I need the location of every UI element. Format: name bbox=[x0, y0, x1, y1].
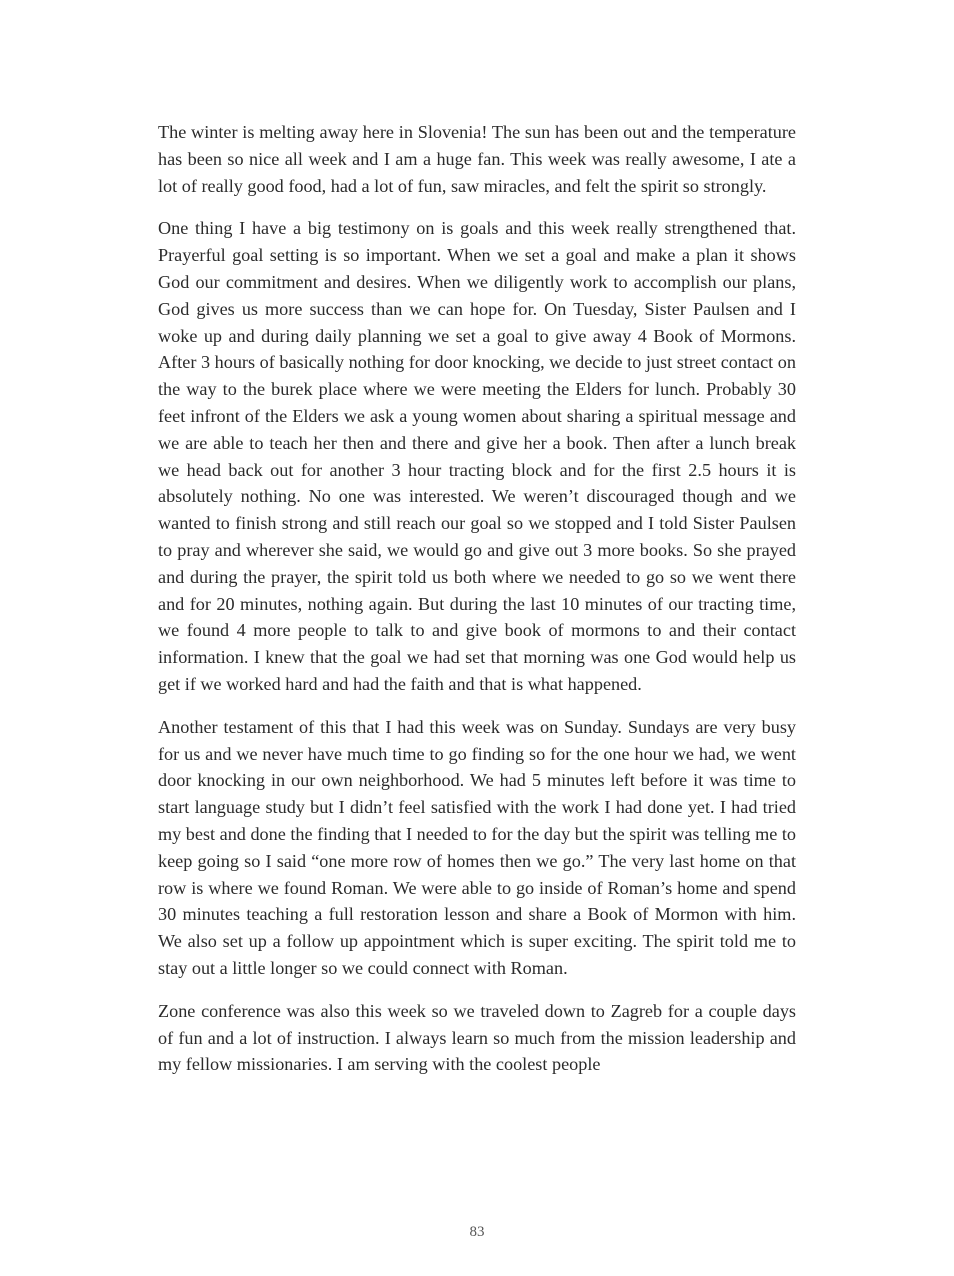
body-text bbox=[158, 119, 796, 1094]
paragraph-winter: The winter is melting away here in Slovenia! The sun has been out and the temperature has been so nice all week and I am a huge fan. This week was really awesome, I ate a lot of really good food, had a lot of fun, saw miracles, and felt the spirit so strongly. bbox=[158, 122, 796, 196]
page-number: 83 bbox=[469, 1224, 485, 1240]
paragraph-goals: One thing I have a big testimony on is goals and this week really strengthened that. Prayerful goal setting is so important. When we set a goal and make a plan it shows God our commitment and desires. When we diligently work to accomplish our plans, God gives us more success than we can hope for. On Tuesday, Sister Paulsen and I woke up and during daily planning we set a goal to give away 4 Book of Mormons. After 3 hours of basically nothing for door knocking, we decide to just street contact on the way to the burek place where we were meeting the Elders for lunch. Probably 30 feet infront of the Elders we ask a young women about sharing a spiritual message and we are able to teach her then and there and give her a book. Then after a lunch break we head back out for another 3 hour tracting block and for the first 2.5 hours it is absolutely nothing. No one was interested. We weren’t discouraged though and we wanted to finish strong and still reach our goal so we stopped and I told Sister Paulsen to pray and wherever she said, we would go and give out 3 more books. So she prayed and during the prayer, the spirit told us both where we needed to go so we went there and for 20 minutes, nothing again. But during the last 10 minutes of our tracting time, we found 4 more people to talk to and give book of mormons to and their contact information. I knew that the goal we had set that morning was one God would help us get if we worked hard and had the faith and that is what happened. bbox=[158, 218, 796, 694]
paragraph-zone-conference: Zone conference was also this week so we traveled down to Zagreb for a couple days of fun and a lot of instruction. I always learn so much from the mission leadership and my fellow missionaries. I am serving with the coolest people bbox=[158, 1000, 796, 1075]
paragraph-sunday: Another testament of this that I had this week was on Sunday. Sundays are very busy for us and we never have much time to go finding so for the one hour we had, we went door knocking in our own neighborhood. We had 5 minutes left before it was time to start language study but I didn’t feel satisfied with the work I had done yet. I had tried my best and done the finding that I needed to for the day but the spirit was telling me to keep going so I said “one more row of homes then we go.” The very last home on that row is where we found Roman. We were able to go inside of Roman’s home and spend 30 minutes teaching a full restoration lesson and share a Book of Mormon with him. We also set up a follow up appointment which is super exciting. The spirit told me to stay out a little longer so we could connect with Roman. bbox=[158, 716, 796, 978]
